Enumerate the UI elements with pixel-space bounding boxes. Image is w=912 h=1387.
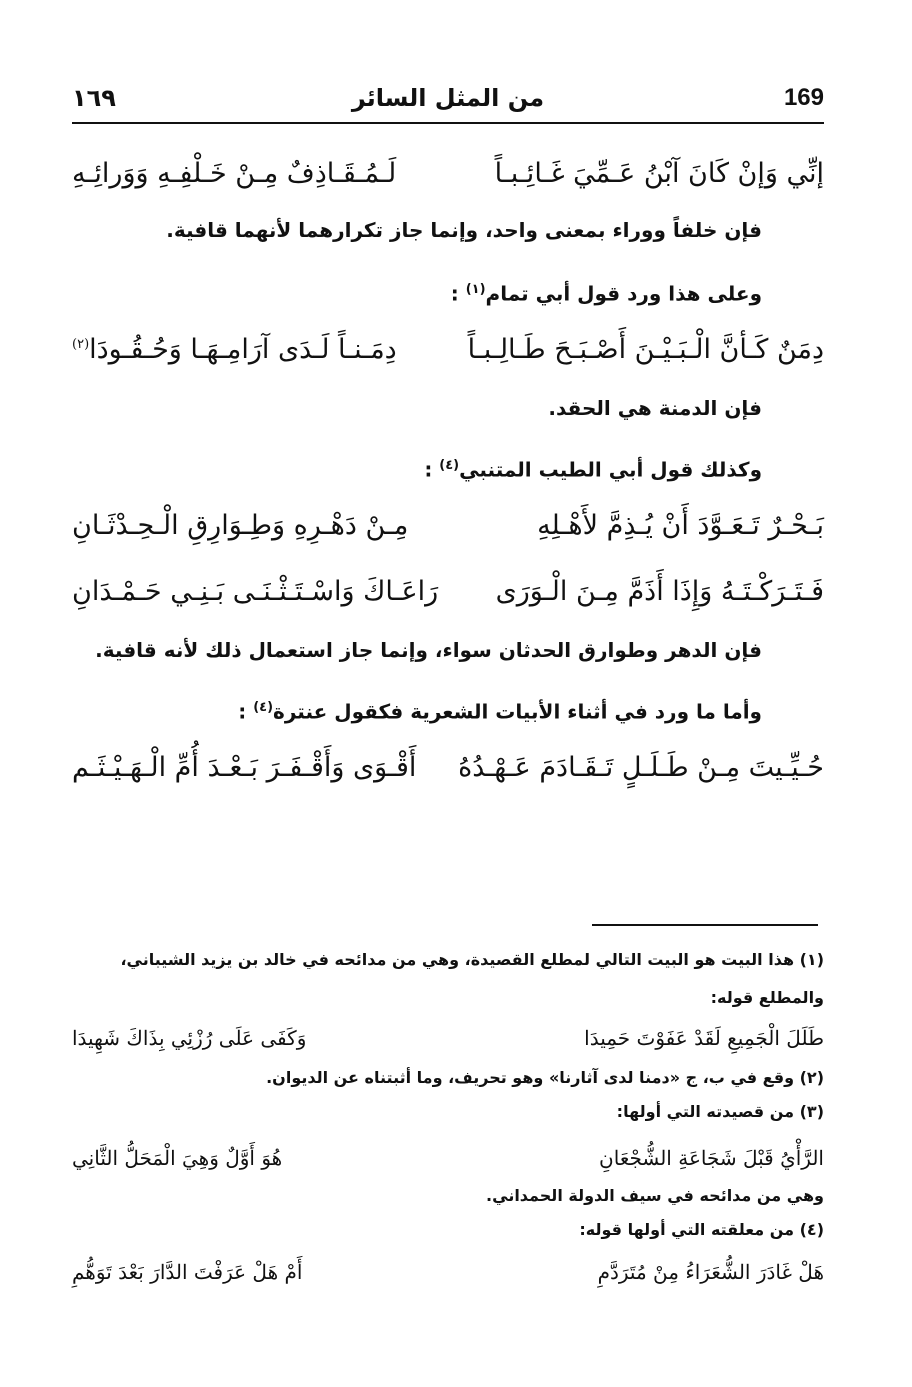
verse-second-hemistich: لَـمُـقَـاذِفٌ مِـنْ خَـلْفِـهِ وَوَرائِـهِ (72, 157, 397, 189)
verse-line (72, 568, 824, 614)
footnote-verse (72, 1020, 824, 1056)
verse-second-hemistich: رَاعَـاكَ وَاسْـتَـثْـنَـى بَـنِـي حَـمْـدَانِ (72, 575, 439, 607)
verse-second-hemistich: وَكَفَى عَلَى رُزْئِي بِذَاكَ شَهِيدَا (72, 1026, 307, 1050)
verse-line (72, 744, 824, 790)
footnote-1-line: (١) هذا البيت هو البيت التالي لمطلع القصيدة، وهي من مدائحه في خالد بن يزيد الشيباني، (120, 950, 824, 969)
paragraph (72, 272, 762, 308)
paragraph: فإن الدهر وطوارق الحدثان سواء، وإنما جاز استعمال ذلك لأنه قافية. (95, 638, 762, 662)
paragraph-text: وعلى هذا ورد قول أبي تمام (485, 281, 762, 306)
verse-first-hemistich: الرَّأْيُ قَبْلَ شَجَاعَةِ الشُّجْعَانِ (599, 1146, 824, 1170)
colon: : (424, 457, 433, 482)
paragraph: فإن الدمنة هي الحقد. (548, 396, 762, 420)
verse-first-hemistich: حُـيِّـيتَ مِـنْ طَـلَـلٍ تَـقَـادَمَ عَـهْـدُهُ (458, 751, 824, 783)
verse-line (72, 502, 824, 548)
verse-first-hemistich: دِمَنٌ كَـأنَّ الْـبَـيْـنَ أَصْـبَـحَ طَـالِـبـاً (467, 333, 824, 365)
footnote-2: (٢) وقع في ب، ج «دمنا لدى آثارنا» وهو تحريف، وما أثبتناه عن الديوان. (266, 1068, 824, 1087)
footnote-ref: (٢) (72, 336, 90, 352)
footnote-3-line: وهي من مدائحه في سيف الدولة الحمداني. (486, 1186, 824, 1205)
verse-first-hemistich: إنِّي وَإنْ كَانَ آبْنُ عَـمِّيَ غَـائِـبـاً (494, 157, 824, 189)
footnote-4-line: (٤) من معلقته التي أولها قوله: (579, 1220, 824, 1239)
paragraph: فإن خلفاً ووراء بمعنى واحد، وإنما جاز تكرارهما لأنهما قافية. (166, 218, 762, 242)
verse-line (72, 326, 824, 372)
verse-first-hemistich: بَـحْـرٌ تَـعَـوَّدَ أَنْ يُـذِمَّ لأَهْـلِهِ (537, 509, 824, 541)
page-number-arabic: ١٦٩ (72, 84, 116, 112)
footnote-1-line: والمطلع قوله: (710, 988, 824, 1007)
verse-second-hemistich: أَقْـوَى وَأَقْـفَـرَ بَـعْـدَ أُمِّ الْـهَـيْـثَـم (72, 751, 417, 783)
paragraph (72, 690, 762, 726)
verse-first-hemistich: طَلَلَ الْجَمِيعِ لَقَدْ عَفَوْتَ حَمِيدَا (584, 1026, 824, 1050)
verse-line (72, 150, 824, 196)
footnote-3-line: (٣) من قصيدته التي أولها: (616, 1102, 824, 1121)
verse-first-hemistich: هَلْ غَادَرَ الشُّعَرَاءُ مِنْ مُتَرَدَّمِ (597, 1260, 824, 1284)
verse-second-hemistich: هُوَ أَوَّلٌ وَهِيَ الْمَحَلُّ الثَّانِي (72, 1146, 283, 1170)
colon: : (450, 281, 459, 306)
page-header (72, 82, 824, 124)
verse-first-hemistich: فَـتَـرَكْـتَـهُ وَإِذَا أَذَمَّ مِـنَ الْـوَرَى (495, 575, 824, 607)
footnote-separator (592, 924, 818, 926)
footnote-ref: (٤) (253, 700, 274, 715)
running-title: من المثل السائر (351, 84, 545, 112)
verse-second-hemistich (72, 334, 397, 365)
footnote-verse (72, 1254, 824, 1290)
footnote-ref: (٤) (439, 458, 460, 473)
verse-second-hemistich: أَمْ هَلْ عَرَفْتَ الدَّارَ بَعْدَ تَوَهُّمِ (72, 1260, 303, 1284)
paragraph (72, 448, 762, 484)
paragraph-text: وأما ما ورد في أثناء الأبيات الشعرية فكقول عنترة (273, 699, 762, 724)
footnote-ref: (١) (465, 282, 486, 297)
verse-second-hemistich: مِـنْ دَهْـرِهِ وَطِـوَارِقِ الْـحِـدْثَـانِ (72, 509, 409, 541)
colon: : (238, 699, 247, 724)
paragraph-text: وكذلك قول أبي الطيب المتنبي (459, 457, 762, 482)
verse-text: دِمَـنـاً لَـدَى آرَامِـهَـا وَحُـقُـودَا (89, 333, 397, 365)
page-number-latin: 169 (783, 84, 824, 111)
footnote-verse (72, 1140, 824, 1176)
